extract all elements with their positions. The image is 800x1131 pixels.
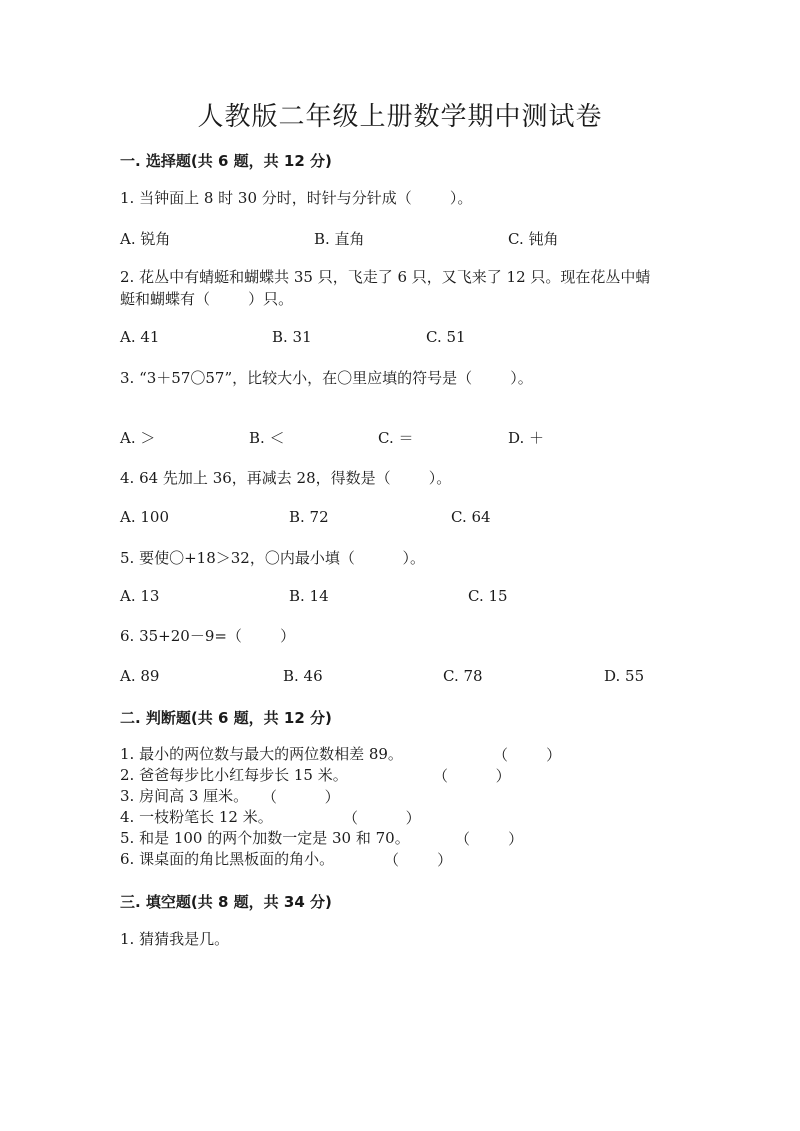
question-5: 5. 要使〇+18＞32，〇内最小填（ ）。 (120, 549, 426, 567)
judge-item: 2. 爸爸每步比小红每步长 15 米。 (120, 766, 348, 784)
answer-paren: （ ） (433, 767, 511, 785)
question-1: 1. 当钟面上 8 时 30 分时，时针与分针成（ ）。 (120, 189, 473, 207)
answer-paren: （ ） (455, 830, 524, 848)
section-heading-fill: 三. 填空题(共 8 题，共 34 分) (120, 893, 332, 911)
fill-question-1: 1. 猜猜我是几。 (120, 930, 230, 948)
judge-item: 4. 一枝粉笔长 12 米。 (120, 808, 273, 826)
option-b: B. 31 (272, 328, 312, 346)
option-c: C. 64 (451, 508, 491, 526)
option-a: A. 13 (120, 587, 160, 605)
option-d: D. ＋ (508, 429, 545, 447)
answer-paren: （ ） (384, 851, 453, 869)
answer-paren: （ ） (493, 746, 562, 764)
option-c: C. 78 (443, 667, 483, 685)
question-3: 3. “3＋57〇57”，比较大小，在〇里应填的符号是（ ）。 (120, 369, 533, 387)
option-a: A. 100 (120, 508, 169, 526)
option-b: B. 46 (283, 667, 323, 685)
option-b: B. 直角 (314, 230, 365, 248)
section-heading-choice: 一. 选择题(共 6 题，共 12 分) (120, 152, 332, 170)
option-c: C. 钝角 (508, 230, 559, 248)
option-a: A. 锐角 (120, 230, 171, 248)
judge-item: 5. 和是 100 的两个加数一定是 30 和 70。 (120, 829, 410, 847)
option-a: A. 89 (120, 667, 160, 685)
section-heading-judge: 二. 判断题(共 6 题，共 12 分) (120, 709, 332, 727)
judge-item: 6. 课桌面的角比黑板面的角小。 (120, 850, 335, 868)
option-b: B. 72 (289, 508, 329, 526)
option-c: C. 15 (468, 587, 508, 605)
question-4: 4. 64 先加上 36，再减去 28，得数是（ ）。 (120, 469, 452, 487)
answer-paren: （ ） (262, 788, 340, 806)
answer-paren: （ ） (343, 809, 421, 827)
page-title: 人教版二年级上册数学期中测试卷 (197, 102, 603, 132)
question-6: 6. 35+20－9=（ ） (120, 627, 296, 645)
question-2-line2: 蜓和蝴蝶有（ ）只。 (120, 290, 294, 308)
judge-item: 3. 房间高 3 厘米。 (120, 787, 249, 805)
judge-item: 1. 最小的两位数与最大的两位数相差 89。 (120, 745, 403, 763)
question-2-line1: 2. 花丛中有蜻蜓和蝴蝶共 35 只，飞走了 6 只，又飞来了 12 只。现在花丛中蜻 (120, 268, 651, 286)
option-b: B. 14 (289, 587, 329, 605)
option-c: C. ＝ (378, 429, 414, 447)
option-b: B. ＜ (249, 429, 285, 447)
option-a: A. 41 (120, 328, 160, 346)
option-a: A. ＞ (120, 429, 156, 447)
option-c: C. 51 (426, 328, 466, 346)
option-d: D. 55 (604, 667, 645, 685)
